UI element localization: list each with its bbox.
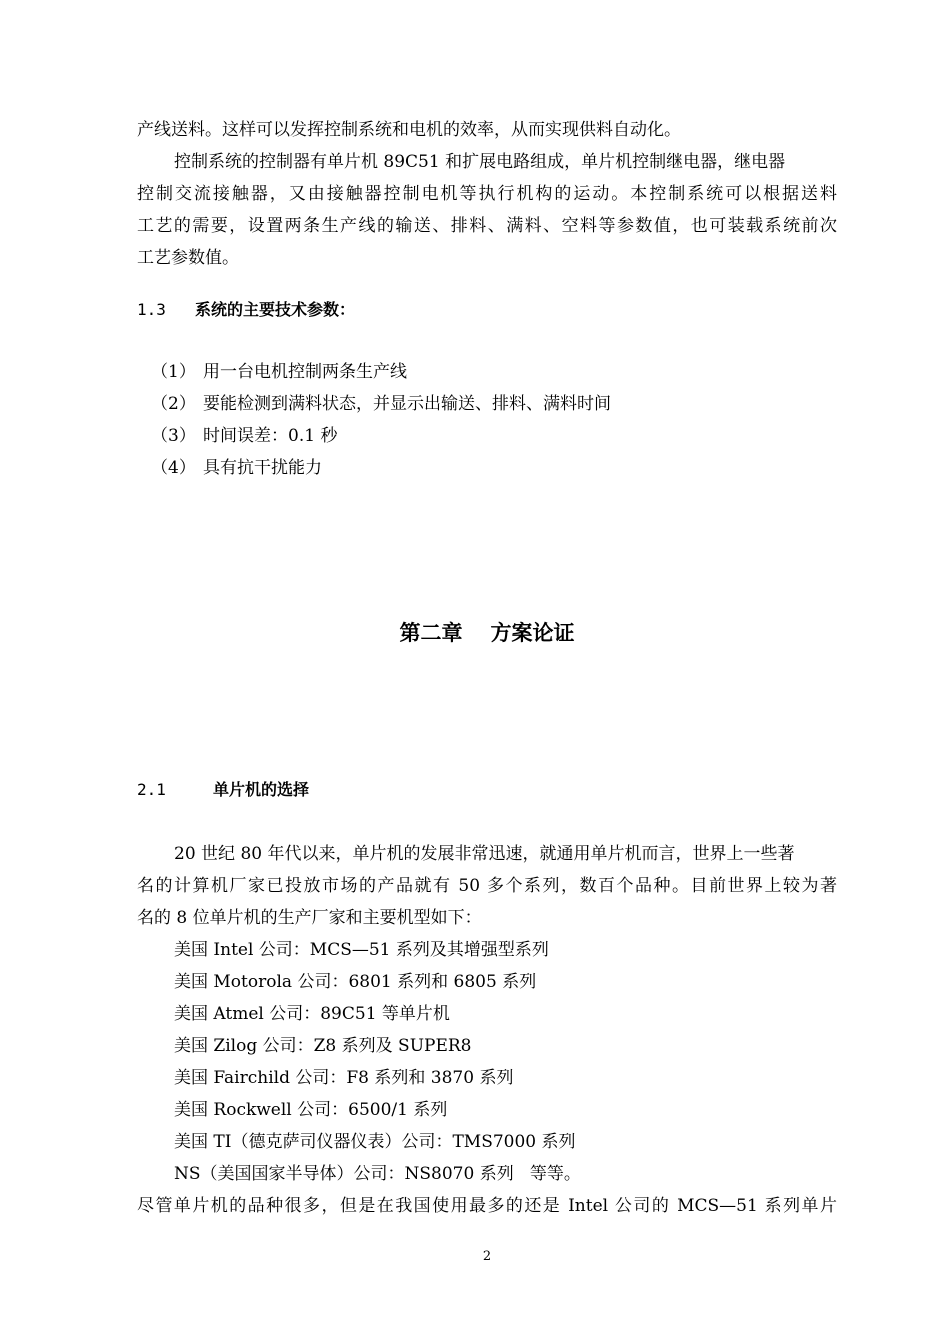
section-title: 系统的主要技术参数： xyxy=(195,300,356,319)
section-number: 2.1 xyxy=(137,780,166,799)
paragraph-line: 工艺的需要，设置两条生产线的输送、排料、满料、空料等参数值，也可装载系统前次 xyxy=(137,216,837,236)
paragraph-line: 控制系统的控制器有单片机 89C51 和扩展电路组成，单片机控制继电器，继电器 xyxy=(174,152,786,172)
paragraph-line: 控制交流接触器，又由接触器控制电机等执行机构的运动。本控制系统可以根据送料 xyxy=(137,184,837,204)
paragraph-line: 尽管单片机的品种很多，但是在我国使用最多的还是 Intel 公司的 MCS—51 系列单片 xyxy=(137,1196,837,1216)
list-text: 用一台电机控制两条生产线 xyxy=(203,362,407,382)
list-number: （1） xyxy=(151,362,196,382)
section-number: 1.3 xyxy=(137,300,166,319)
paragraph-line: 产线送料。这样可以发挥控制系统和电机的效率，从而实现供料自动化。 xyxy=(137,120,681,140)
list-number: （2） xyxy=(151,394,196,414)
section-heading xyxy=(137,779,309,801)
paragraph-line: 名的计算机厂家已投放市场的产品就有 50 多个系列，数百个品种。目前世界上较为著 xyxy=(137,876,837,896)
section-title: 单片机的选择 xyxy=(213,780,310,799)
manufacturer-line: 美国 Intel 公司：MCS—51 系列及其增强型系列 xyxy=(174,940,549,960)
list-item xyxy=(151,361,407,383)
manufacturer-line: 美国 Zilog 公司：Z8 系列及 SUPER8 xyxy=(174,1036,472,1056)
paragraph-line: 20 世纪 80 年代以来，单片机的发展非常迅速，就通用单片机而言，世界上一些著 xyxy=(174,844,795,864)
chapter-label: 第二章 xyxy=(399,621,463,645)
list-text: 时间误差：0.1 秒 xyxy=(203,426,338,446)
paragraph-line: 名的 8 位单片机的生产厂家和主要机型如下： xyxy=(137,908,482,928)
chapter-name: 方案论证 xyxy=(490,621,575,645)
chapter-title xyxy=(0,619,950,647)
manufacturer-line: 美国 TI（德克萨司仪器仪表）公司：TMS7000 系列 xyxy=(174,1132,576,1152)
manufacturer-line: 美国 Fairchild 公司：F8 系列和 3870 系列 xyxy=(174,1068,514,1088)
section-heading xyxy=(137,299,355,321)
list-number: （4） xyxy=(151,458,196,478)
paragraph-line: 工艺参数值。 xyxy=(137,248,239,268)
manufacturer-line: 美国 Motorola 公司：6801 系列和 6805 系列 xyxy=(174,972,537,992)
list-item xyxy=(151,457,322,479)
manufacturer-line: NS（美国国家半导体）公司：NS8070 系列 等等。 xyxy=(174,1164,581,1184)
list-text: 具有抗干扰能力 xyxy=(203,458,322,478)
page-number: 2 xyxy=(482,1249,492,1264)
list-text: 要能检测到满料状态，并显示出输送、排料、满料时间 xyxy=(203,394,611,414)
list-item xyxy=(151,425,337,447)
manufacturer-line: 美国 Rockwell 公司：6500/1 系列 xyxy=(174,1100,448,1120)
list-number: （3） xyxy=(151,426,196,446)
manufacturer-line: 美国 Atmel 公司：89C51 等单片机 xyxy=(174,1004,450,1024)
list-item xyxy=(151,393,611,415)
